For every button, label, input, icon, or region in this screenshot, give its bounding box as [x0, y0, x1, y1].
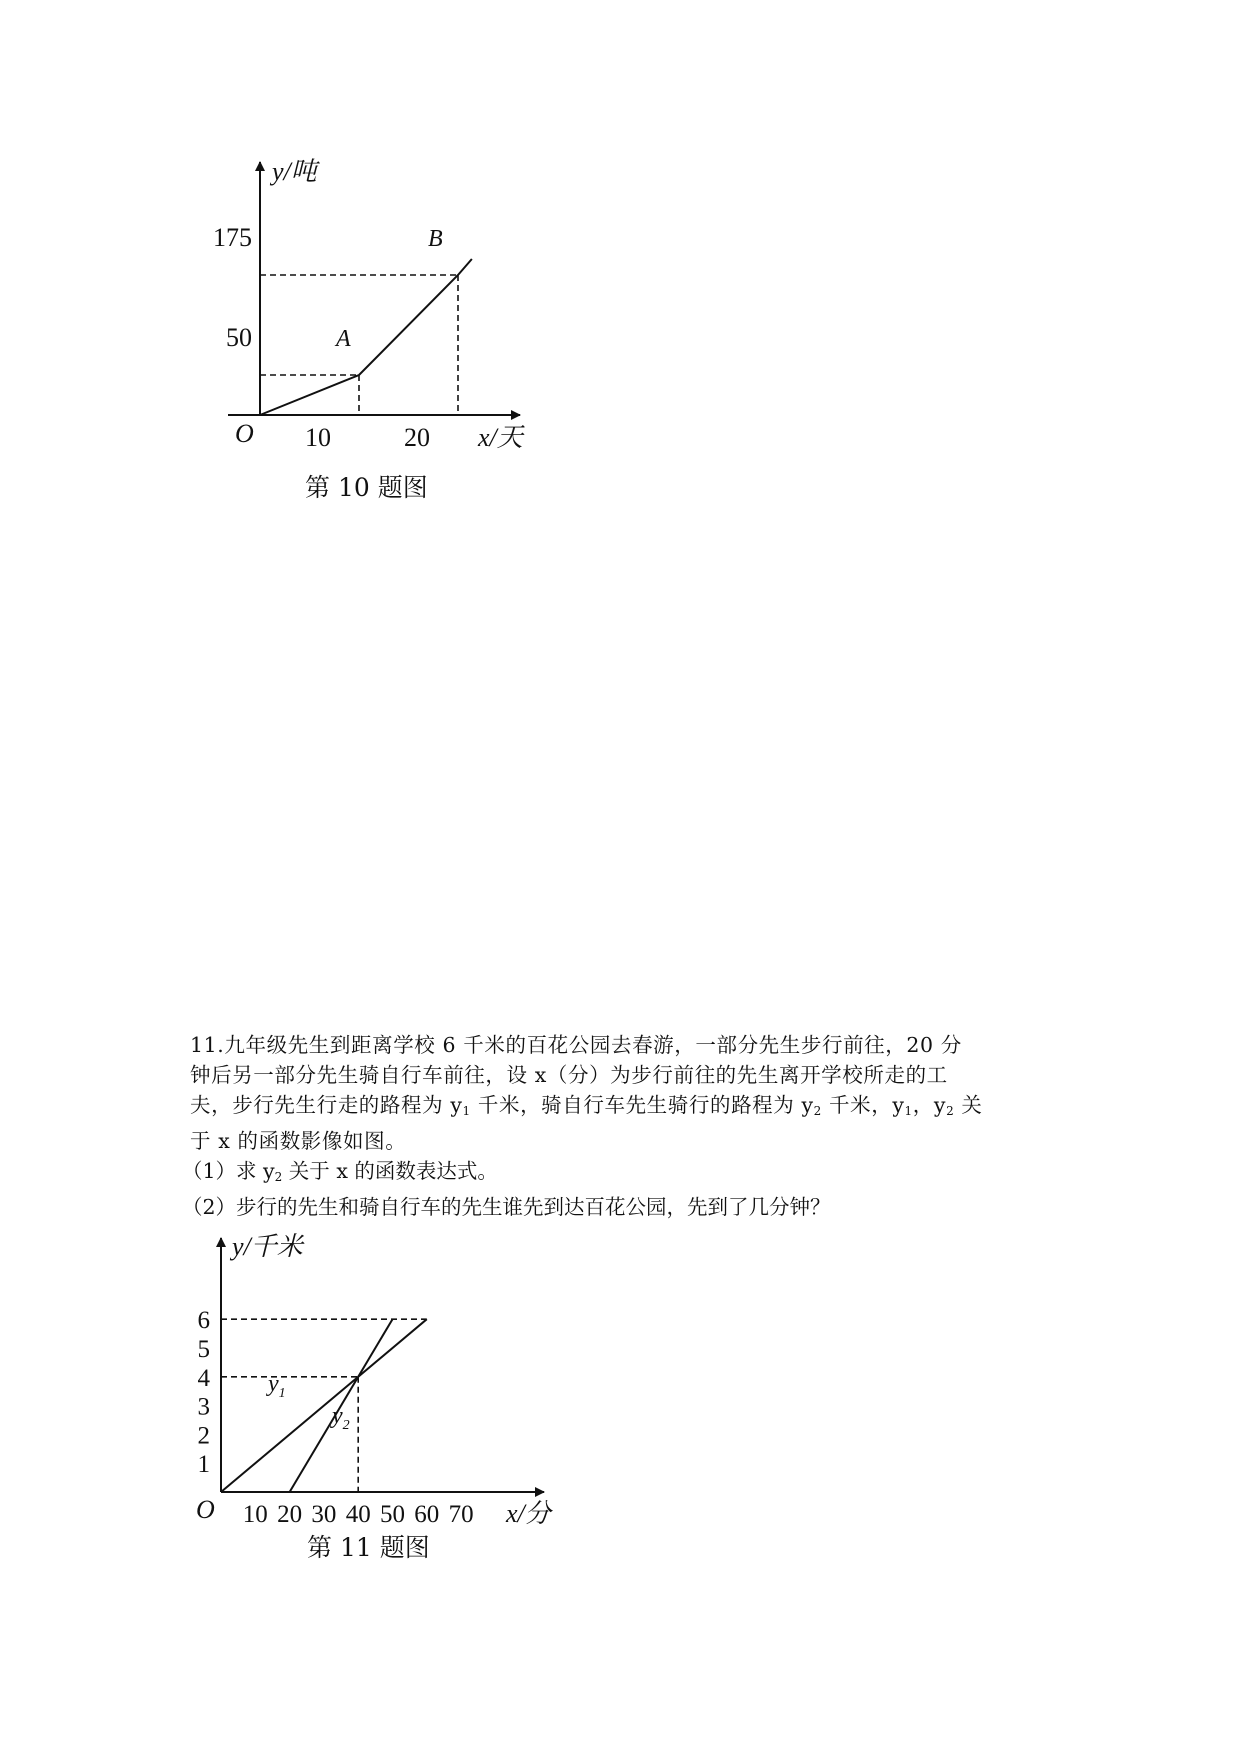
f11-x-tick-label: 50 [380, 1501, 405, 1528]
q11-line-3-b: 千米，骑自行车先生骑行的路程为 y [470, 1093, 814, 1117]
f11-series-label-y1: $y_1$ [268, 1371, 286, 1401]
q11-line-3-c: 千米，y [821, 1093, 905, 1117]
f10-point-label-a: A [336, 326, 351, 352]
q11-sub: 1 [904, 1104, 913, 1118]
f10-y-tick-50: 50 [226, 323, 252, 352]
q11-part-1-b: 关于 x 的函数表达式。 [282, 1159, 498, 1183]
q11-line-3-d: ，y [912, 1093, 947, 1117]
q11-sub: 2 [946, 1104, 955, 1118]
f11-origin-label: O [196, 1495, 215, 1524]
f11-y-tick-label: 5 [197, 1336, 210, 1363]
q11-line-3-e: 关 [954, 1093, 983, 1117]
q11-part-1-a: （1）求 y [182, 1159, 275, 1183]
f11-x-axis-label: x/分 [506, 1499, 551, 1528]
q11-sub: 2 [813, 1104, 822, 1118]
q11-part-1 [182, 1156, 1060, 1192]
f11-x-tick-label: 10 [242, 1501, 268, 1528]
f11-y-tick-label: 4 [197, 1364, 210, 1392]
f11-x-tick-label: 30 [311, 1501, 337, 1528]
f11-y-tick-label: 1 [197, 1451, 210, 1479]
f11-y-axis-label: y/千米 [232, 1232, 303, 1261]
f11-x-tick-label: 40 [345, 1501, 371, 1528]
f10-x-axis-label: x/天 [478, 423, 523, 452]
f10-origin-label: O [235, 419, 254, 448]
q11-line-3 [190, 1090, 1060, 1126]
q11-part-2: （2）步行的先生和骑自行车的先生谁先到达百花公园，先到了几分钟？ [182, 1195, 831, 1219]
q11-line-4: 于 x 的函数影像如图。 [190, 1129, 407, 1153]
f11-x-tick-label: 70 [448, 1501, 474, 1528]
f11-series-y1 [221, 1319, 427, 1492]
q11-sub: 1 [462, 1104, 471, 1118]
f11-y-tick-label: 6 [197, 1307, 210, 1335]
f11-y-tick-label: 3 [197, 1393, 210, 1421]
figure-11-caption: 第 11 题图 [307, 1533, 430, 1562]
q11-line-2: 钟后另一部分先生骑自行车前往，设 x（分）为步行前往的先生离开学校所走的工 [190, 1063, 948, 1087]
f10-y-axis-label: y/吨 [272, 157, 317, 186]
f11-x-tick-label: 60 [414, 1501, 440, 1528]
f11-y-tick-label: 2 [197, 1422, 210, 1450]
q11-line-3-a: 夫，步行先生行走的路程为 y [190, 1093, 463, 1117]
f10-point-label-b: B [428, 226, 443, 252]
f10-series-line [260, 259, 472, 415]
f11-series-label-y2: $y_2$ [332, 1403, 350, 1433]
f10-y-tick-175: 175 [213, 223, 252, 252]
f10-x-tick-10: 10 [305, 423, 331, 452]
figure-11-chart [190, 1230, 590, 1530]
question-11 [182, 1030, 1060, 1222]
figure-10-chart [190, 150, 550, 460]
f10-x-tick-20: 20 [404, 423, 430, 452]
q11-line-1: 11.九年级先生到距离学校 6 千米的百花公园去春游，一部分先生步行前往，20 分 [190, 1033, 962, 1057]
f11-x-tick-label: 20 [277, 1501, 303, 1528]
q11-sub: 2 [274, 1170, 283, 1184]
figure-10 [190, 150, 550, 460]
figure-11 [190, 1230, 590, 1530]
figure-10-caption: 第 10 题图 [305, 473, 428, 502]
